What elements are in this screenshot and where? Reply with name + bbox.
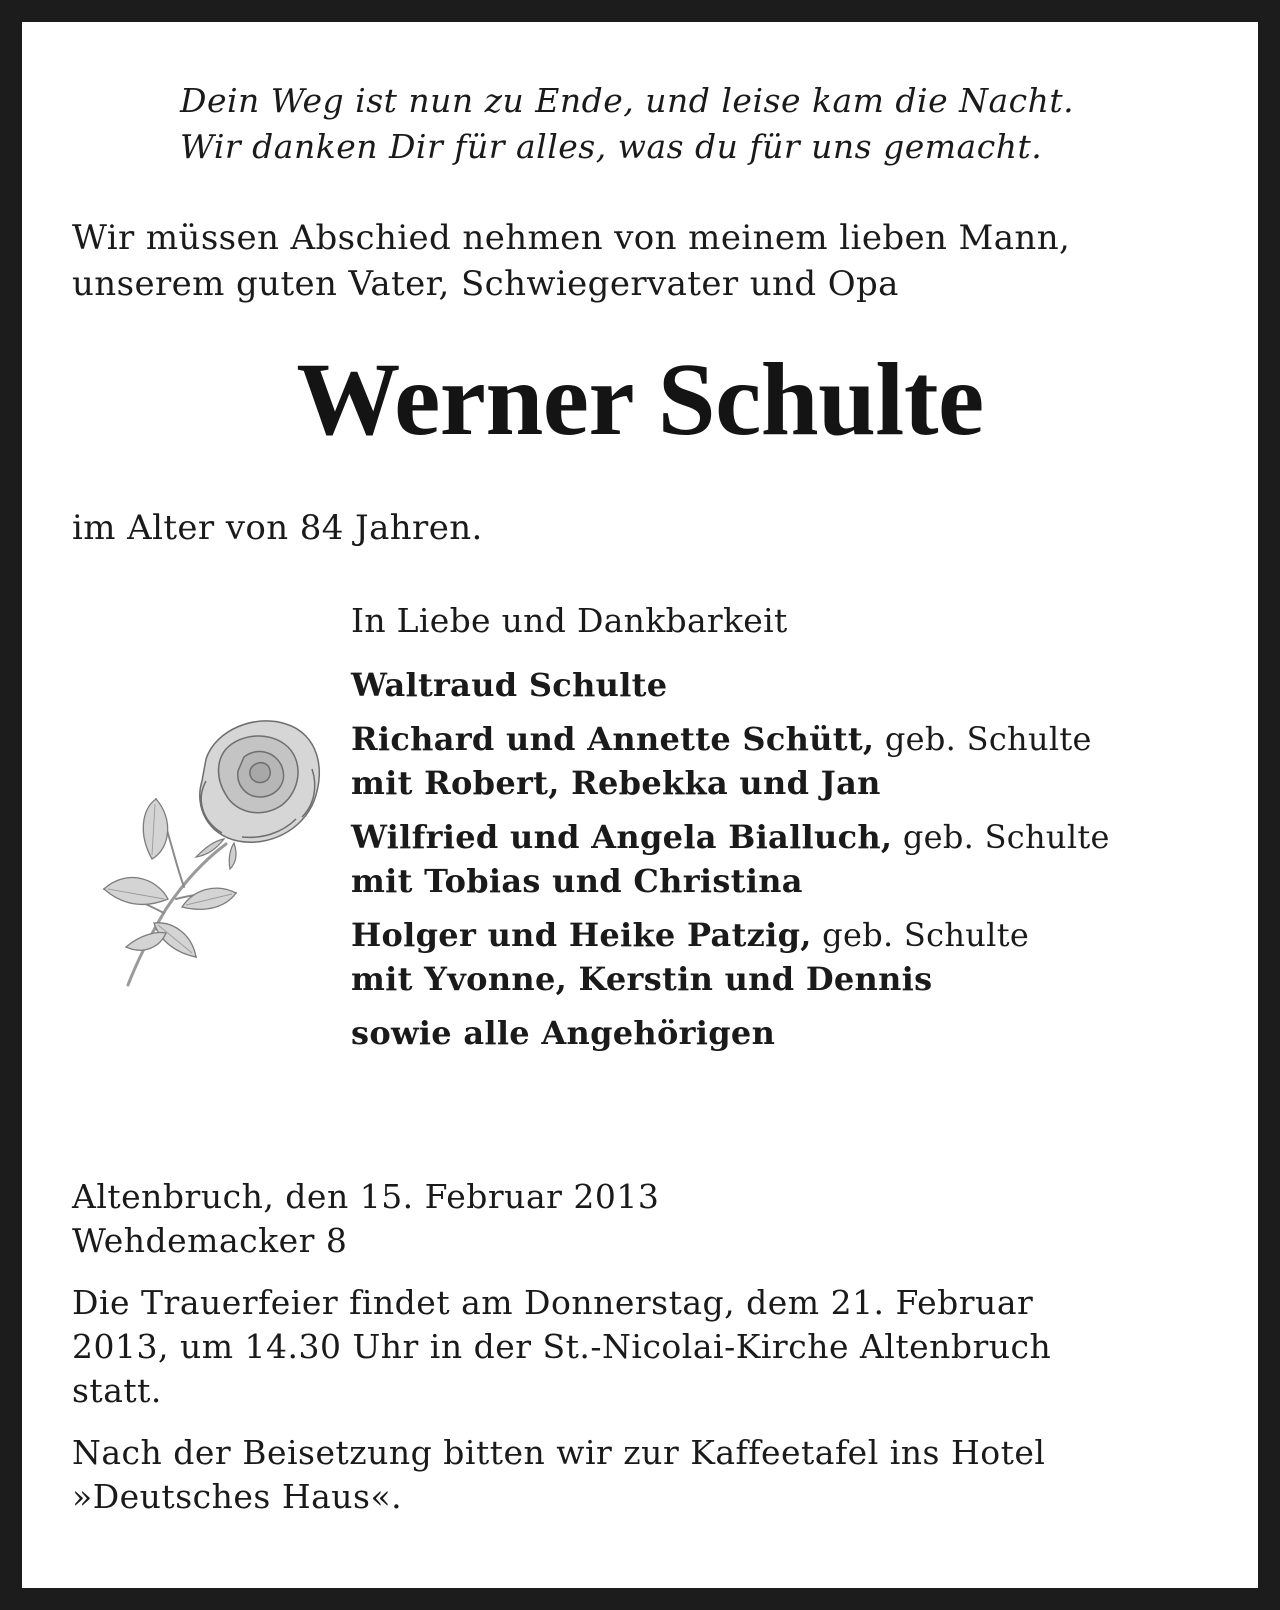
service-line: 2013, um 14.30 Uhr in der St.-Nicolai-Kirche Altenbruch (72, 1327, 1052, 1366)
family-list (351, 599, 1211, 1065)
place-date (72, 1175, 1208, 1263)
intro-line: Wir müssen Abschied nehmen von meinem lieben Mann, (72, 218, 1071, 258)
family-entry-children: mit Robert, Rebekka und Jan (351, 764, 881, 802)
family-salutation: In Liebe und Dankbarkeit (351, 601, 788, 640)
family-entry-name: Waltraud Schulte (351, 666, 668, 704)
deceased-name: Werner Schulte (296, 342, 984, 457)
mourners-section (72, 599, 1208, 1069)
family-entry (351, 913, 1211, 1001)
intro-line: unserem guten Vater, Schwiegervater und Opa (72, 264, 899, 304)
family-entry-suffix: geb. Schulte (874, 720, 1092, 758)
reception-line: »Deutsches Haus«. (72, 1477, 403, 1516)
obituary-content (72, 78, 1208, 1069)
service-info (72, 1281, 1208, 1413)
family-entry-children: mit Yvonne, Kerstin und Dennis (351, 960, 933, 998)
address-line: Wehdemacker 8 (72, 1221, 348, 1260)
closing-section (72, 1175, 1208, 1537)
service-line: statt. (72, 1371, 162, 1410)
reception-info (72, 1431, 1208, 1519)
family-entry-name: sowie alle Angehörigen (351, 1014, 776, 1052)
place-date-line: Altenbruch, den 15. Februar 2013 (72, 1177, 660, 1216)
intro-text (72, 215, 1208, 307)
motto-line: Wir danken Dir für alles, was du für uns gemacht. (180, 127, 1043, 166)
motto-verse (72, 78, 1208, 170)
family-entry (351, 1011, 1211, 1055)
reception-line: Nach der Beisetzung bitten wir zur Kaffeetafel ins Hotel (72, 1433, 1046, 1472)
family-entry-name: Holger und Heike Patzig, (351, 916, 812, 954)
family-entry-suffix: geb. Schulte (892, 818, 1110, 856)
family-entry-children: mit Tobias und Christina (351, 862, 803, 900)
family-entry (351, 717, 1211, 805)
motto-line: Dein Weg ist nun zu Ende, und leise kam die Nacht. (180, 81, 1075, 120)
family-entry (351, 663, 1211, 707)
family-entry (351, 815, 1211, 903)
family-entry-name: Wilfried und Angela Bialluch, (351, 818, 893, 856)
rose-icon (56, 709, 326, 989)
family-entry-name: Richard und Annette Schütt, (351, 720, 875, 758)
age-text: im Alter von 84 Jahren. (72, 508, 483, 548)
service-line: Die Trauerfeier findet am Donnerstag, dem 21. Februar (72, 1283, 1034, 1322)
family-entry-suffix: geb. Schulte (811, 916, 1030, 954)
